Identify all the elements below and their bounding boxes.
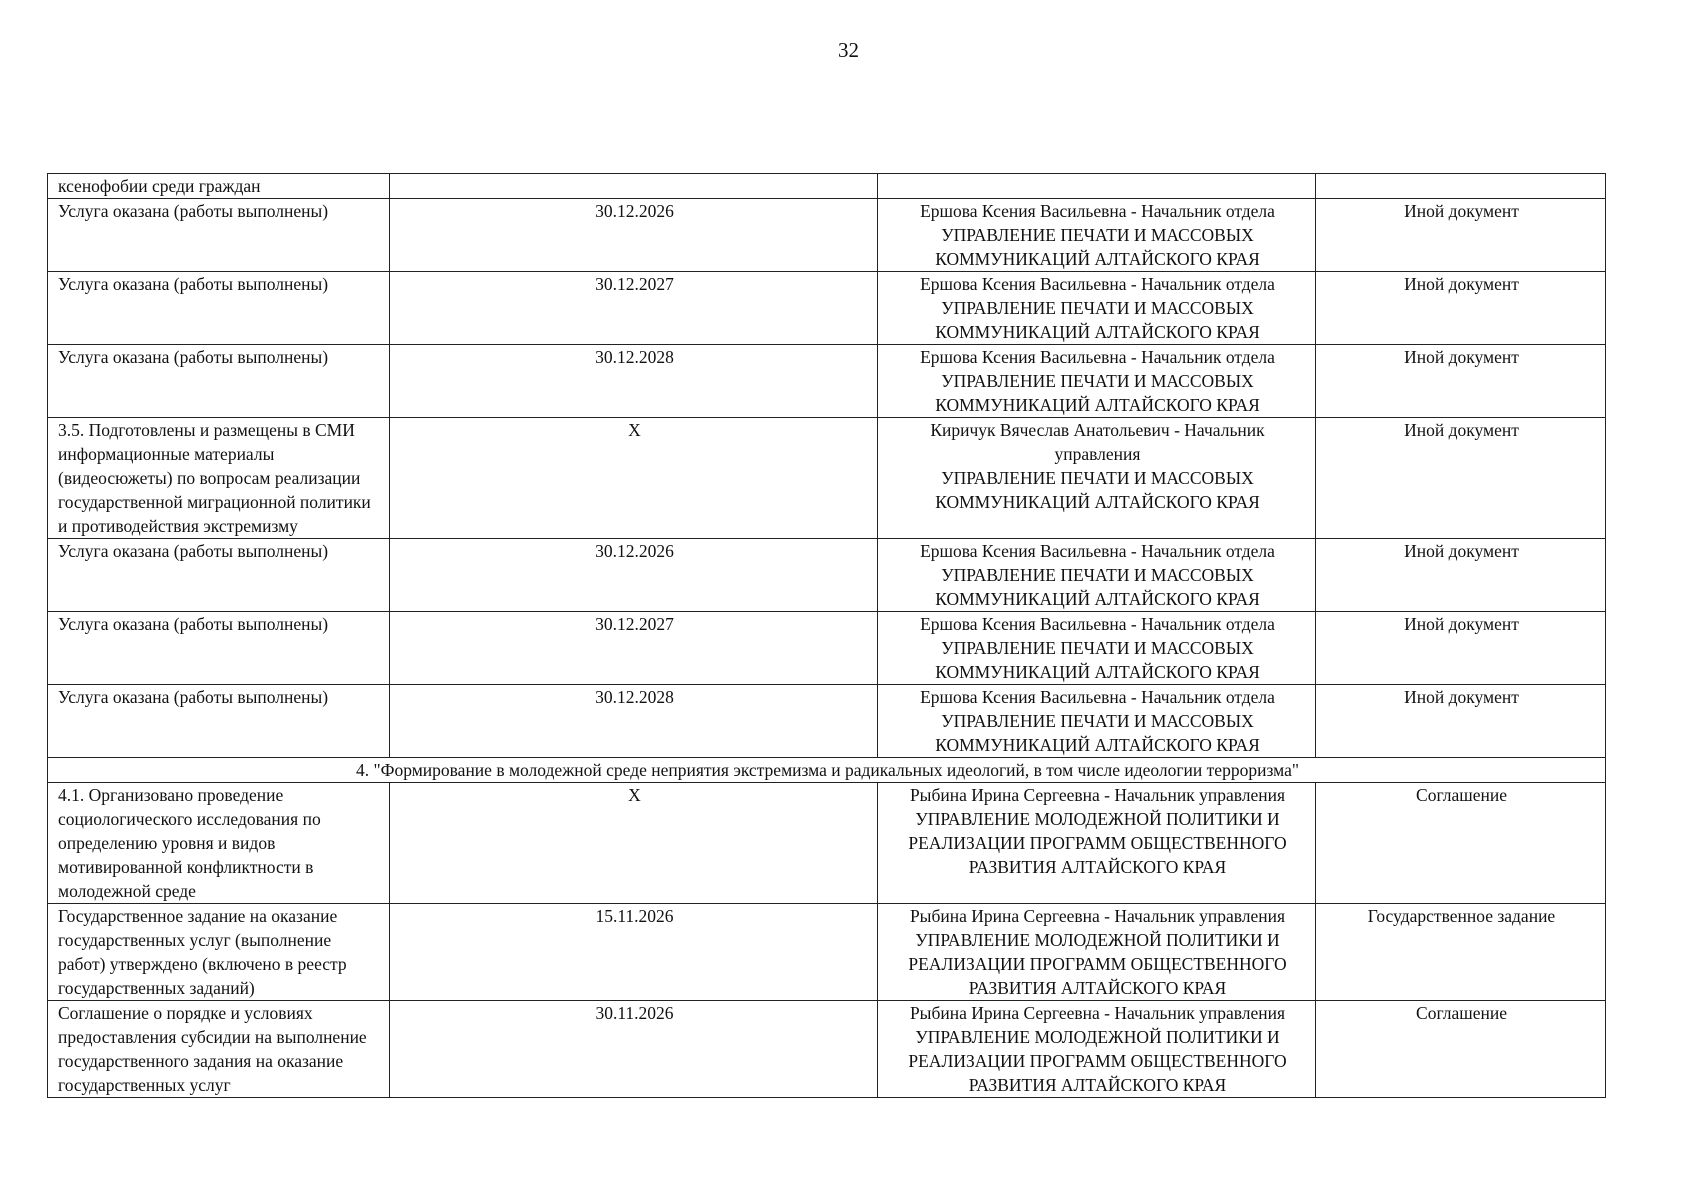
responsible-person: Ершова Ксения Васильевна - Начальник отдела xyxy=(920,201,1275,221)
due-date-cell: X xyxy=(390,418,878,539)
result-name-cell: Государственное задание на оказание государственных услуг (выполнение работ) утверждено (включено в реестр государственных заданий) xyxy=(48,904,390,1001)
document-type-cell: Соглашение xyxy=(1316,783,1606,904)
responsible-organization-line: РАЗВИТИЯ АЛТАЙСКОГО КРАЯ xyxy=(968,857,1227,877)
responsible-person: Ершова Ксения Васильевна - Начальник отдела xyxy=(920,614,1275,634)
table-row xyxy=(48,904,1606,1001)
page-number: 32 xyxy=(838,38,859,62)
responsible-person: Рыбина Ирина Сергеевна - Начальник управления xyxy=(909,785,1286,805)
responsible-organization-line: УПРАВЛЕНИЕ ПЕЧАТИ И МАССОВЫХ xyxy=(941,371,1254,391)
plan-table xyxy=(47,173,1606,1098)
table-row xyxy=(48,418,1606,539)
document-type-cell: Иной документ xyxy=(1316,345,1606,418)
responsible-organization-line: КОММУНИКАЦИЙ АЛТАЙСКОГО КРАЯ xyxy=(935,249,1260,269)
due-date-cell xyxy=(390,174,878,199)
responsible-cell xyxy=(878,539,1316,612)
table-row xyxy=(48,612,1606,685)
due-date-cell: X xyxy=(390,783,878,904)
responsible-cell xyxy=(878,345,1316,418)
responsible-organization-line: УПРАВЛЕНИЕ МОЛОДЕЖНОЙ ПОЛИТИКИ И xyxy=(915,809,1280,829)
document-type-cell: Иной документ xyxy=(1316,418,1606,539)
responsible-organization-line: РЕАЛИЗАЦИИ ПРОГРАММ ОБЩЕСТВЕННОГО xyxy=(908,954,1287,974)
document-type-cell xyxy=(1316,174,1606,199)
document-type-cell: Соглашение xyxy=(1316,1001,1606,1098)
result-name-cell: ксенофобии среди граждан xyxy=(48,174,390,199)
result-name-cell: Услуга оказана (работы выполнены) xyxy=(48,539,390,612)
result-name-cell: Услуга оказана (работы выполнены) xyxy=(48,272,390,345)
responsible-cell xyxy=(878,199,1316,272)
document-type-cell: Иной документ xyxy=(1316,272,1606,345)
due-date-cell: 30.12.2028 xyxy=(390,345,878,418)
section-heading: 4. "Формирование в молодежной среде неприятия экстремизма и радикальных идеологий, в том числе идеологии терроризма" xyxy=(48,758,1606,783)
due-date-cell: 15.11.2026 xyxy=(390,904,878,1001)
section-heading-row xyxy=(48,758,1606,783)
responsible-organization-line: УПРАВЛЕНИЕ МОЛОДЕЖНОЙ ПОЛИТИКИ И xyxy=(915,1027,1280,1047)
responsible-organization-line: КОММУНИКАЦИЙ АЛТАЙСКОГО КРАЯ xyxy=(935,735,1260,755)
due-date-cell: 30.12.2028 xyxy=(390,685,878,758)
responsible-person: Киричук Вячеслав Анатольевич - Начальник управления xyxy=(930,420,1265,464)
responsible-person: Ершова Ксения Васильевна - Начальник отдела xyxy=(920,541,1275,561)
responsible-organization-line: УПРАВЛЕНИЕ ПЕЧАТИ И МАССОВЫХ xyxy=(941,468,1254,488)
document-type-cell: Иной документ xyxy=(1316,539,1606,612)
responsible-person: Ершова Ксения Васильевна - Начальник отдела xyxy=(920,274,1275,294)
result-name-cell: 4.1. Организовано проведение социологического исследования по определению уровня и видов мотивированной конфликтности в молодежной среде xyxy=(48,783,390,904)
due-date-cell: 30.12.2026 xyxy=(390,199,878,272)
result-name-cell: 3.5. Подготовлены и размещены в СМИ информационные материалы (видеосюжеты) по вопросам реализации государственной миграционной политики и противодействия экстремизму xyxy=(48,418,390,539)
plan-table-body xyxy=(48,174,1606,1098)
responsible-organization-line: РАЗВИТИЯ АЛТАЙСКОГО КРАЯ xyxy=(968,1075,1227,1095)
due-date-cell: 30.12.2027 xyxy=(390,612,878,685)
responsible-organization-line: КОММУНИКАЦИЙ АЛТАЙСКОГО КРАЯ xyxy=(935,492,1260,512)
table-row xyxy=(48,539,1606,612)
document-type-cell: Иной документ xyxy=(1316,612,1606,685)
document-type-cell: Иной документ xyxy=(1316,199,1606,272)
responsible-organization-line: РАЗВИТИЯ АЛТАЙСКОГО КРАЯ xyxy=(968,978,1227,998)
responsible-organization-line: КОММУНИКАЦИЙ АЛТАЙСКОГО КРАЯ xyxy=(935,395,1260,415)
responsible-organization-line: РЕАЛИЗАЦИИ ПРОГРАММ ОБЩЕСТВЕННОГО xyxy=(908,1051,1287,1071)
table-row xyxy=(48,272,1606,345)
responsible-organization-line: РЕАЛИЗАЦИИ ПРОГРАММ ОБЩЕСТВЕННОГО xyxy=(908,833,1287,853)
responsible-person: Рыбина Ирина Сергеевна - Начальник управления xyxy=(909,1003,1286,1023)
due-date-cell: 30.12.2026 xyxy=(390,539,878,612)
responsible-cell xyxy=(878,1001,1316,1098)
responsible-person: Ершова Ксения Васильевна - Начальник отдела xyxy=(920,687,1275,707)
responsible-organization-line: УПРАВЛЕНИЕ МОЛОДЕЖНОЙ ПОЛИТИКИ И xyxy=(915,930,1280,950)
table-row xyxy=(48,685,1606,758)
responsible-cell xyxy=(878,418,1316,539)
result-name-cell: Услуга оказана (работы выполнены) xyxy=(48,612,390,685)
document-type-cell: Государственное задание xyxy=(1316,904,1606,1001)
table-row xyxy=(48,783,1606,904)
responsible-organization-line: КОММУНИКАЦИЙ АЛТАЙСКОГО КРАЯ xyxy=(935,662,1260,682)
result-name-cell: Услуга оказана (работы выполнены) xyxy=(48,685,390,758)
responsible-organization-line: КОММУНИКАЦИЙ АЛТАЙСКОГО КРАЯ xyxy=(935,322,1260,342)
responsible-cell xyxy=(878,904,1316,1001)
responsible-organization-line: УПРАВЛЕНИЕ ПЕЧАТИ И МАССОВЫХ xyxy=(941,298,1254,318)
document-type-cell: Иной документ xyxy=(1316,685,1606,758)
result-name-cell: Услуга оказана (работы выполнены) xyxy=(48,345,390,418)
responsible-cell xyxy=(878,783,1316,904)
result-name-cell: Услуга оказана (работы выполнены) xyxy=(48,199,390,272)
table-row xyxy=(48,199,1606,272)
table-row xyxy=(48,174,1606,199)
responsible-organization-line: УПРАВЛЕНИЕ ПЕЧАТИ И МАССОВЫХ xyxy=(941,711,1254,731)
responsible-organization-line: УПРАВЛЕНИЕ ПЕЧАТИ И МАССОВЫХ xyxy=(941,225,1254,245)
responsible-organization-line: КОММУНИКАЦИЙ АЛТАЙСКОГО КРАЯ xyxy=(935,589,1260,609)
due-date-cell: 30.12.2027 xyxy=(390,272,878,345)
responsible-cell xyxy=(878,272,1316,345)
responsible-cell xyxy=(878,612,1316,685)
responsible-organization-line: УПРАВЛЕНИЕ ПЕЧАТИ И МАССОВЫХ xyxy=(941,638,1254,658)
responsible-cell xyxy=(878,174,1316,199)
responsible-person: Ершова Ксения Васильевна - Начальник отдела xyxy=(920,347,1275,367)
table-row xyxy=(48,1001,1606,1098)
responsible-cell xyxy=(878,685,1316,758)
due-date-cell: 30.11.2026 xyxy=(390,1001,878,1098)
responsible-person: Рыбина Ирина Сергеевна - Начальник управления xyxy=(909,906,1286,926)
responsible-organization-line: УПРАВЛЕНИЕ ПЕЧАТИ И МАССОВЫХ xyxy=(941,565,1254,585)
result-name-cell: Соглашение о порядке и условиях предоставления субсидии на выполнение государственного задания на оказание государственных услуг xyxy=(48,1001,390,1098)
table-row xyxy=(48,345,1606,418)
